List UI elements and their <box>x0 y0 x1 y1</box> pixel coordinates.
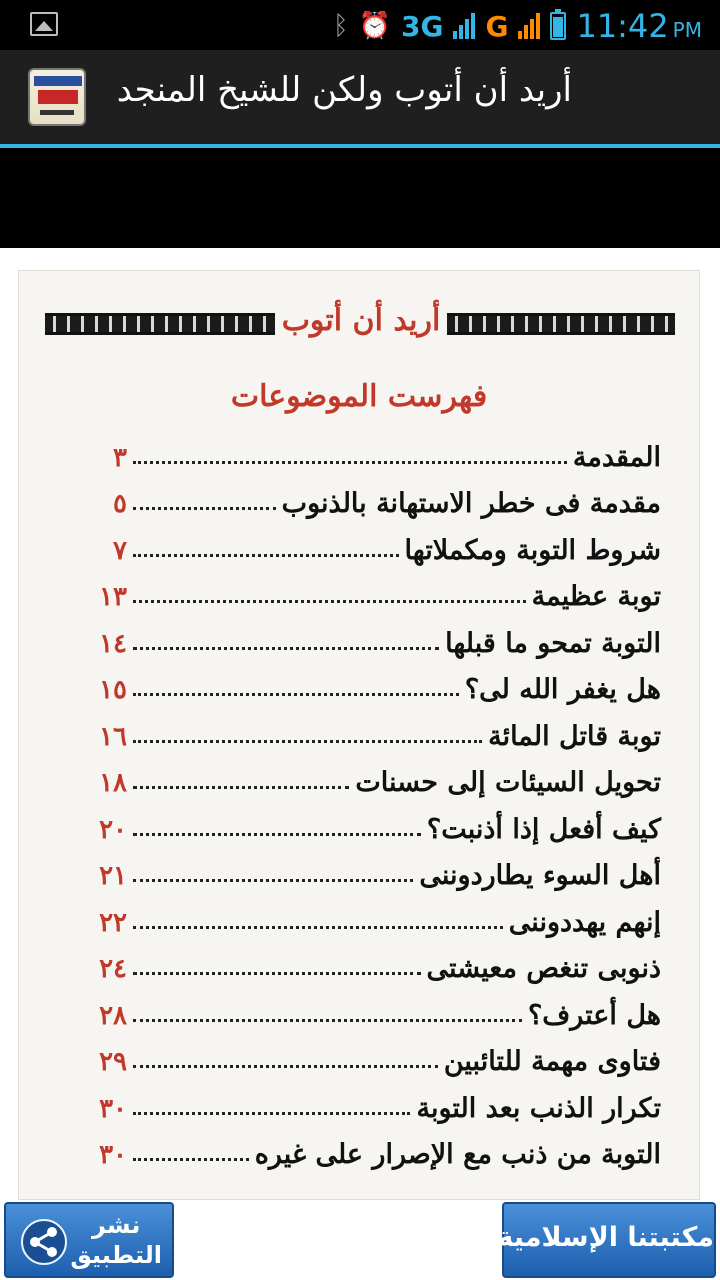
toc-title: هل أعترف؟ <box>527 999 661 1031</box>
content-area[interactable] <box>0 248 720 1200</box>
toc-title: تحويل السيئات إلى حسنات <box>355 767 661 798</box>
book-title: أريد أن أتوب <box>281 303 441 338</box>
toc-row <box>89 566 661 613</box>
toc-row <box>89 984 661 1031</box>
toc-title: التوبة من ذنب مع الإصرار على غيره <box>254 1139 661 1170</box>
share-app-button[interactable] <box>4 1202 174 1278</box>
decorative-band-left <box>45 313 275 335</box>
toc-page-number: ٢٤ <box>99 954 127 984</box>
toc-page-number: ١٣ <box>99 582 127 612</box>
toc-title: توبة قاتل المائة <box>488 720 661 752</box>
app-logo-icon[interactable] <box>28 68 86 126</box>
toc-page-number: ١٥ <box>99 675 127 705</box>
toc-row <box>89 519 661 566</box>
toc-page-number: ٣ <box>113 442 127 473</box>
app-title: أريد أن أتوب ولكن للشيخ المنجد <box>116 70 572 110</box>
toc-page-number: ٢٠ <box>99 814 127 845</box>
table-of-contents <box>89 426 661 1170</box>
toc-row <box>89 1124 661 1171</box>
header-spacer <box>0 148 720 248</box>
action-bar <box>0 50 720 144</box>
toc-title: المقدمة <box>572 441 661 473</box>
image-notification-icon <box>30 12 58 36</box>
toc-row <box>89 659 661 706</box>
book-page <box>18 270 700 1200</box>
clock-ampm: PM <box>672 18 702 42</box>
toc-title: إنهم يهددوننى <box>508 906 661 938</box>
toc-row <box>89 705 661 752</box>
status-icons <box>333 6 702 46</box>
bottom-bar <box>0 1200 720 1280</box>
toc-page-number: ٢٢ <box>99 907 127 938</box>
toc-title: مقدمة فى خطر الاستهانة بالذنوب <box>281 488 661 519</box>
toc-title: هل يغفر الله لى؟ <box>464 674 661 705</box>
toc-title: ذنوبى تنغص معيشتى <box>426 953 661 984</box>
toc-row <box>89 426 661 473</box>
toc-page-number: ٢٩ <box>99 1047 127 1077</box>
toc-page-number: ٧ <box>113 535 127 566</box>
status-bar <box>0 0 720 50</box>
toc-title: كيف أفعل إذا أذنبت؟ <box>426 813 661 845</box>
toc-page-number: ٥ <box>113 489 127 519</box>
toc-row <box>89 938 661 985</box>
signal-3g-icon <box>453 13 475 39</box>
network-3g-label: 3G <box>401 9 444 43</box>
toc-row <box>89 1077 661 1124</box>
toc-row <box>89 891 661 938</box>
decorative-band-right <box>447 313 675 335</box>
toc-page-number: ١٨ <box>99 768 127 798</box>
our-library-button[interactable] <box>497 1202 716 1278</box>
toc-page-number: ٢٨ <box>99 1000 127 1031</box>
battery-icon <box>550 12 566 40</box>
toc-page-number: ٢١ <box>99 861 127 891</box>
toc-row <box>89 1031 661 1078</box>
toc-title: تكرار الذنب بعد التوبة <box>416 1092 661 1124</box>
bluetooth-icon: ᛒ <box>333 11 349 41</box>
share-icon <box>20 1218 68 1266</box>
toc-heading: فهرست الموضوعات <box>230 379 488 414</box>
toc-title: فتاوى مهمة للتائبين <box>443 1046 661 1077</box>
toc-page-number: ٣٠ <box>99 1140 127 1170</box>
toc-row <box>89 612 661 659</box>
clock <box>576 7 702 45</box>
toc-title: شروط التوبة ومكملاتها <box>404 534 661 566</box>
alarm-icon: ⏰ <box>358 11 391 41</box>
signal-g-icon <box>518 13 540 39</box>
toc-title: أهل السوء يطاردوننى <box>419 860 661 891</box>
toc-title: توبة عظيمة <box>531 581 661 612</box>
toc-row <box>89 752 661 799</box>
our-library-label: مكتبتنا الإسلامية <box>497 1222 714 1253</box>
toc-page-number: ٣٠ <box>99 1093 127 1124</box>
toc-row <box>89 473 661 520</box>
clock-time: 11:42 <box>576 7 669 45</box>
toc-row <box>89 845 661 892</box>
toc-page-number: ١٦ <box>99 721 127 752</box>
toc-page-number: ١٤ <box>99 628 127 659</box>
share-app-label: نشر التطبيق <box>70 1211 162 1269</box>
toc-title: التوبة تمحو ما قبلها <box>445 627 661 659</box>
network-g-label: G <box>485 9 509 43</box>
toc-row <box>89 798 661 845</box>
